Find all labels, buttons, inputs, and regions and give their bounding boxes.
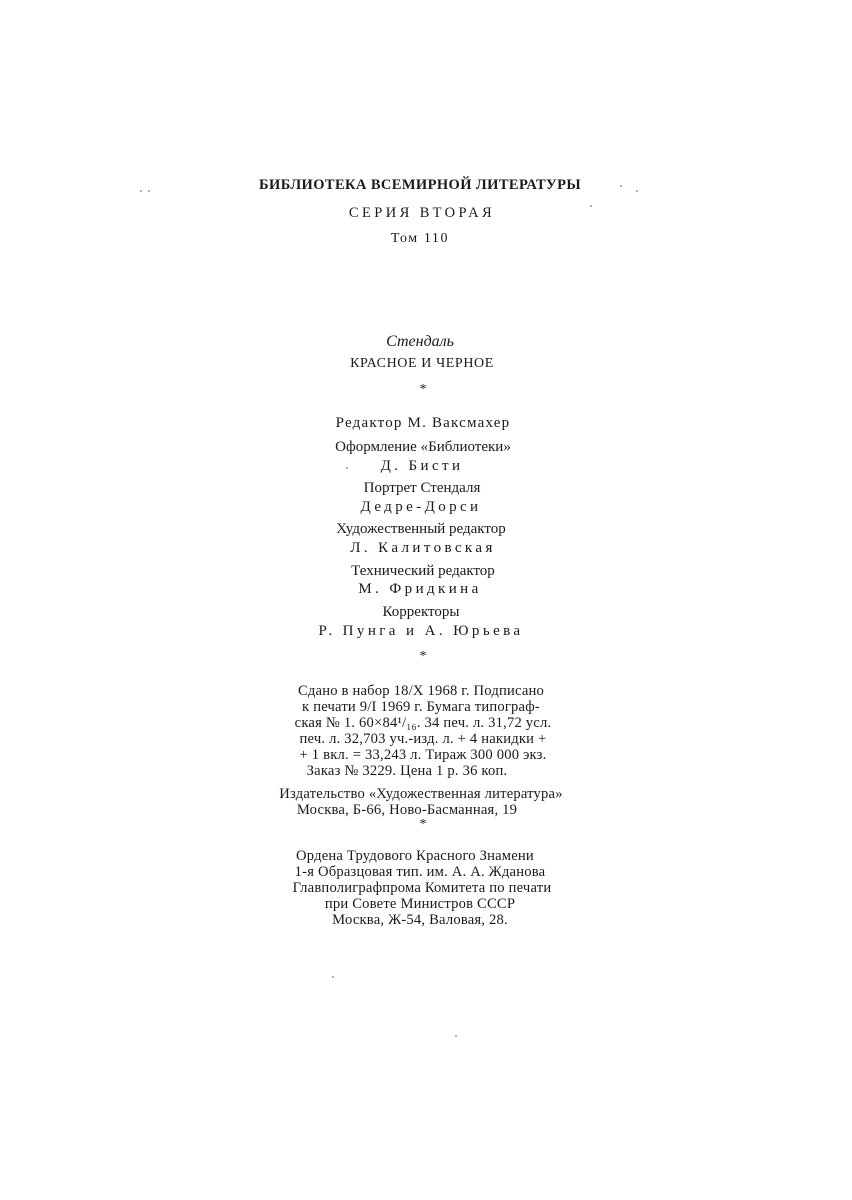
- design-name: Д. Бисти: [380, 458, 464, 474]
- print-info-line: Сдано в набор 18/X 1968 г. Подписано: [297, 683, 545, 699]
- scan-speck: [332, 976, 334, 978]
- publisher-line: Издательство «Художественная литература»: [279, 786, 563, 802]
- printer-line: Ордена Трудового Красного Знамени: [296, 848, 534, 864]
- separator-star-2: *: [419, 649, 427, 664]
- art-editor-name: Л. Калитовская: [350, 540, 496, 556]
- tech-editor-name: М. Фридкина: [358, 581, 482, 597]
- print-info-line: к печати 9/I 1969 г. Бумага типограф-: [302, 699, 540, 715]
- print-info-line: Заказ № 3229. Цена 1 р. 36 коп.: [306, 763, 508, 779]
- printer-line: 1-я Образцовая тип. им. А. А. Жданова: [294, 864, 546, 880]
- series-name: СЕРИЯ ВТОРАЯ: [348, 205, 496, 221]
- library-series-title: БИБЛИОТЕКА ВСЕМИРНОЙ ЛИТЕРАТУРЫ: [259, 177, 581, 193]
- art-editor-label: Художественный редактор: [336, 521, 506, 537]
- volume-number: Том 110: [390, 231, 450, 246]
- portrait-label: Портрет Стендаля: [363, 480, 481, 496]
- print-info-line: ская № 1. 60×84¹/₁₆. 34 печ. л. 31,72 усл.: [294, 715, 552, 731]
- publisher-address: Москва, Б-66, Ново-Басманная, 19: [296, 802, 518, 818]
- printer-line: Главполиграфпрома Комитета по печати: [292, 880, 552, 896]
- scan-speck: [620, 185, 622, 187]
- separator-star-1: *: [419, 382, 427, 397]
- scan-speck: [636, 190, 638, 192]
- printer-address: Москва, Ж-54, Валовая, 28.: [332, 912, 508, 928]
- portrait-name: Дедре-Дорси: [360, 499, 482, 515]
- print-info-line: + 1 вкл. = 33,243 л. Тираж 300 000 экз.: [299, 747, 547, 763]
- editor-credit: Редактор М. Ваксмахер: [335, 415, 511, 431]
- book-title: КРАСНОЕ И ЧЕРНОЕ: [350, 356, 494, 371]
- scan-speck: [455, 1035, 457, 1037]
- print-info-line: печ. л. 32,703 уч.-изд. л. + 4 накидки +: [299, 731, 547, 747]
- proofreaders-names: Р. Пунга и А. Юрьева: [318, 623, 524, 639]
- proofreaders-label: Корректоры: [382, 604, 460, 620]
- tech-editor-label: Технический редактор: [351, 563, 495, 579]
- scan-speck: [590, 205, 592, 207]
- author-name: Стендаль: [386, 333, 454, 350]
- scan-speck: [346, 467, 348, 469]
- scan-speck: [148, 190, 150, 192]
- scan-speck: [140, 190, 142, 192]
- printer-line: при Совете Министров СССР: [324, 896, 516, 912]
- separator-star-3: *: [419, 817, 427, 832]
- design-label: Оформление «Библиотеки»: [335, 439, 511, 455]
